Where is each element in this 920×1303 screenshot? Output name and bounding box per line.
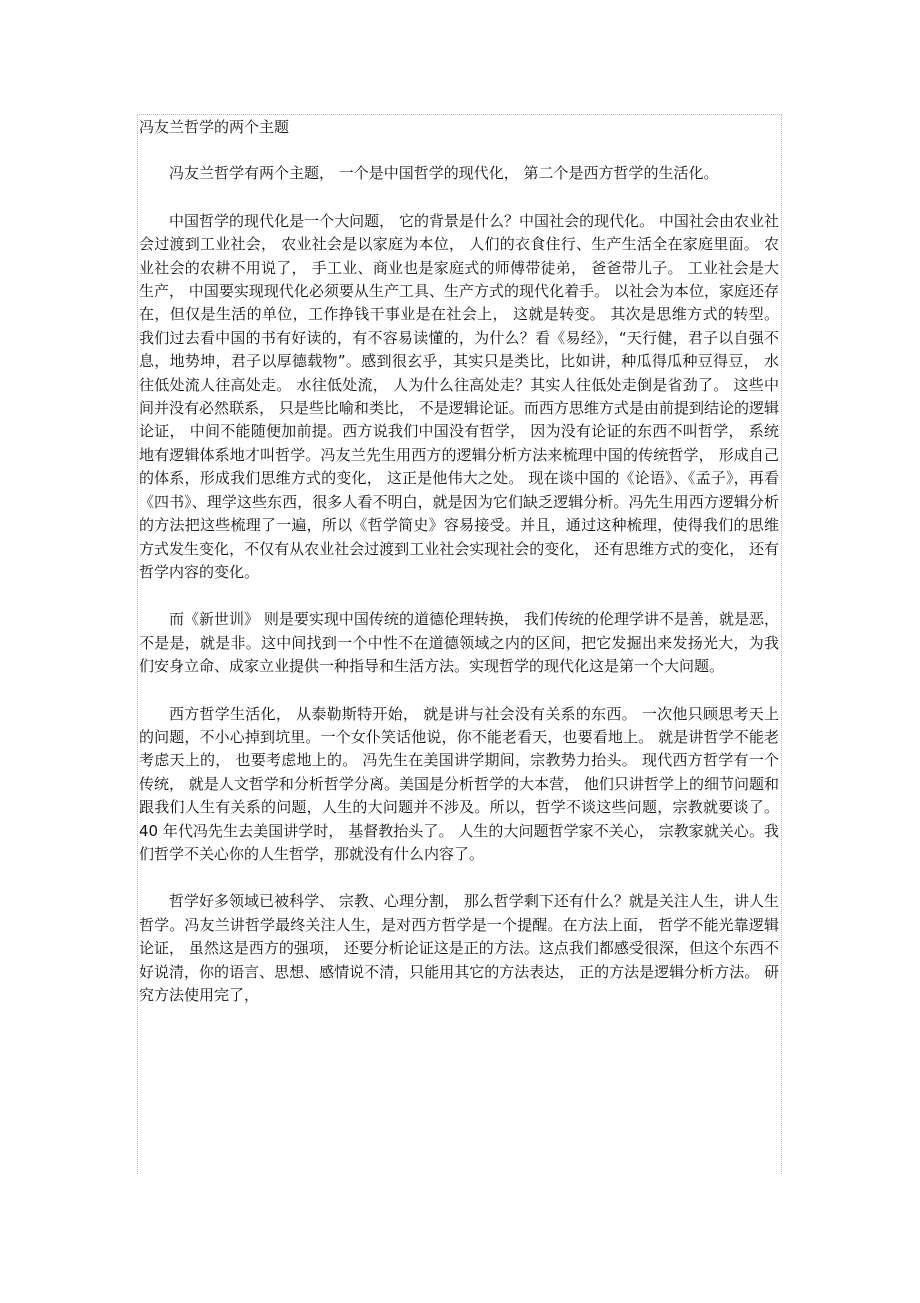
document-title: 冯友兰哲学的两个主题 [139,118,290,136]
paragraph-2: 中国哲学的现代化是一个大问题， 它的背景是什么？中国社会的现代化。 中国社会由农业社会过渡到工业社会， 农业社会是以家庭为本位， 人们的衣食住行、生产生活全在家庭里面。 农业社会的农耕不用说了， 手工业、商业也是家庭式的师傅带徒弟， 爸爸带儿子。 工业社会是大生产， 中国要实现现代化必须要从生产工具、生产方式的现代化着手。 以社会为本位，家庭还存在，但仅是生活的单位，工作挣钱干事业是在社会上， 这就是转变。 其次是思维方式的转型。 我们过去看中国的书有好读的，有不容易读懂的，为什么？看《易经》，“天行健，君子以自强不息，地势坤，君子以厚德载物”。感到很玄乎，其实只是类比，比如讲，种瓜得瓜种豆得豆， 水往低处流人往高处走。 水往低处流， 人为什么往高处走？其实人往低处走倒是省劲了。 这些中间并没有必然联系， 只是些比喻和类比， 不是逻辑论证。而西方思维方式是由前提到结论的逻辑论证， 中间不能随便加前提。西方说我们中国没有哲学， 因为没有论证的东西不叫哲学， 系统地有逻辑体系地才叫哲学。冯友兰先生用西方的逻辑分析方法来梳理中国的传统哲学， 形成自己的体系，形成我们思维方式的变化， 这正是他伟大之处。 现在谈中国的《论语》、《孟子》，再看《四书》、理学这些东西，很多人看不明白，就是因为它们缺乏逻辑分析。冯先生用西方逻辑分析的方法把这些梳理了一遍，所以《哲学简史》容易接受。并且，通过这种梳理，使得我们的思维方式发生变化，不仅有从农业社会过渡到工业社会实现社会的变化， 还有思维方式的变化， 还有哲学内容的变化。 [139,211,779,581]
paragraph-3: 而《新世训》 则是要实现中国传统的道德伦理转换， 我们传统的伦理学讲不是善，就是恶，不是是，就是非。这中间找到一个中性不在道德领域之内的区间，把它发掘出来发扬光大，为我们安身立命、成家立业提供一种指导和生活方法。实现哲学的现代化这是第一个大问题。 [139,610,779,676]
paragraph-1: 冯友兰哲学有两个主题， 一个是中国哲学的现代化， 第二个是西方哲学的生活化。 [169,164,719,183]
paragraph-4: 西方哲学生活化， 从泰勒斯特开始， 就是讲与社会没有关系的东西。 一次他只顾思考天上的问题，不小心掉到坑里。一个女仆笑话他说，你不能老看天，也要看地上。 就是讲哲学不能老考虑天上的， 也要考虑地上的。 冯先生在美国讲学期间，宗教势力抬头。 现代西方哲学有一个传统， 就是人文哲学和分析哲学分离。美国是分析哲学的大本营， 他们只讲哲学上的细节问题和跟我们人生有关系的问题，人生的大问题并不涉及。所以，哲学不谈这些问题，宗教就要谈了。 40 年代冯先生去美国讲学时， 基督教抬头了。 人生的大问题哲学家不关心， 宗教家就关心。我们哲学不关心你的人生哲学，那就没有什么内容了。 [139,704,779,863]
paragraph-5: 哲学好多领域已被科学、 宗教、心理分割， 那么哲学剩下还有什么？就是关注人生，讲人生哲学。冯友兰讲哲学最终关注人生，是对西方哲学是一个提醒。在方法上面， 哲学不能光靠逻辑论证， 虽然这是西方的强项， 还要分析论证这是正的方法。这点我们都感受很深，但这个东西不好说清，你的语言、思想、感情说不清，只能用其它的方法表达， 正的方法是逻辑分析方法。 研究方法使用完了， [139,892,779,1004]
document-body [139,116,779,1007]
